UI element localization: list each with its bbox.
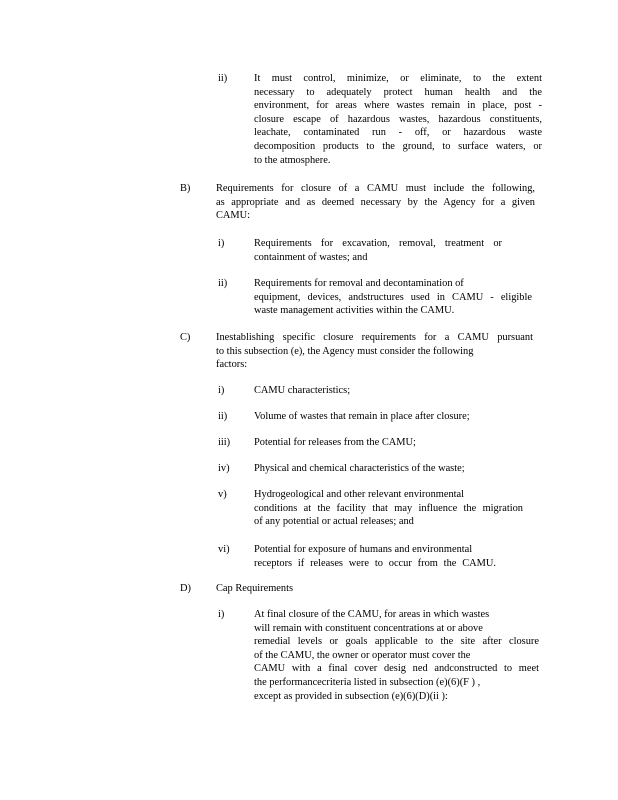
item-label: C) xyxy=(180,332,191,343)
text-line: of any potential or actual releases; and xyxy=(254,516,414,528)
item-label: ii) xyxy=(218,411,228,422)
item-text xyxy=(254,237,502,264)
item-label: i) xyxy=(218,609,225,620)
text-line: except as provided in subsection (e)(6)(D)(ii ): xyxy=(254,690,448,702)
text-line: Requirements for excavation, removal, treatment or xyxy=(254,238,502,249)
text-line: leachate, contaminated run - off, or hazardous waste xyxy=(254,127,542,139)
item-label: vi) xyxy=(218,544,230,555)
text-line: Requirements for removal and decontamination of xyxy=(254,278,464,289)
item-label: B) xyxy=(180,183,191,194)
text-line: to this subsection (e), the Agency must consider the following xyxy=(216,345,474,357)
text-line: Requirements for closure of a CAMU must include the following, xyxy=(216,183,535,194)
item-label: iv) xyxy=(218,463,230,474)
text-line: containment of wastes; and xyxy=(254,251,368,263)
text-line: environment, for areas where wastes remain in place, post - xyxy=(254,100,542,112)
item-text xyxy=(254,543,496,570)
item-label: ii) xyxy=(218,73,228,84)
item-text xyxy=(254,462,534,476)
text-line: Potential for exposure of humans and environmental xyxy=(254,544,473,555)
text-line: equipment, devices, andstructures used in CAMU - eligible xyxy=(254,291,532,303)
item-label: v) xyxy=(218,489,227,500)
item-label: D) xyxy=(180,583,191,594)
item-text xyxy=(216,331,533,372)
item-text xyxy=(254,277,532,318)
text-line: It must control, minimize, or eliminate, to the extent xyxy=(254,73,542,84)
text-line: decomposition products to the ground, to surface waters, or xyxy=(254,140,542,152)
item-text xyxy=(254,608,539,703)
text-line: will remain with constituent concentrations at or above xyxy=(254,622,483,634)
text-line: to the atmosphere. xyxy=(254,154,331,166)
item-text xyxy=(254,436,514,450)
text-line: necessary to adequately protect human health and the xyxy=(254,86,542,98)
item-label: iii) xyxy=(218,437,231,448)
item-text xyxy=(254,72,542,167)
item-text xyxy=(216,182,535,223)
item-text xyxy=(254,384,514,398)
text-line: Inestablishing specific closure requirements for a CAMU pursuant xyxy=(216,332,533,343)
text-line: CAMU with a final cover desig ned andconstructed to meet xyxy=(254,663,539,675)
text-line: Hydrogeological and other relevant environmental xyxy=(254,489,465,500)
item-text xyxy=(254,410,534,424)
item-label: i) xyxy=(218,238,225,249)
text-line: CAMU characteristics; xyxy=(254,385,351,396)
item-text xyxy=(216,582,376,596)
text-line: receptors if releases were to occur from the CAMU. xyxy=(254,557,496,569)
item-label: ii) xyxy=(218,278,228,289)
text-line: conditions at the facility that may influence the migration xyxy=(254,502,523,514)
item-label: i) xyxy=(218,385,225,396)
text-line: CAMU: xyxy=(216,210,251,222)
text-line: of the CAMU, the owner or operator must cover the xyxy=(254,649,471,661)
text-line: Volume of wastes that remain in place after closure; xyxy=(254,411,470,422)
text-line: remedial levels or goals applicable to the site after closure xyxy=(254,636,539,648)
text-line: closure escape of hazardous wastes, hazardous constituents, xyxy=(254,113,542,125)
text-line: Potential for releases from the CAMU; xyxy=(254,437,416,448)
text-line: At final closure of the CAMU, for areas in which wastes xyxy=(254,609,490,620)
text-line: the performancecriteria listed in subsection (e)(6)(F ) , xyxy=(254,676,481,688)
text-line: Cap Requirements xyxy=(216,583,294,594)
text-line: waste management activities within the CAMU. xyxy=(254,305,455,317)
text-line: factors: xyxy=(216,359,248,371)
item-text xyxy=(254,488,523,529)
text-line: Physical and chemical characteristics of the waste; xyxy=(254,463,465,474)
text-line: as appropriate and as deemed necessary by the Agency for a given xyxy=(216,196,535,208)
